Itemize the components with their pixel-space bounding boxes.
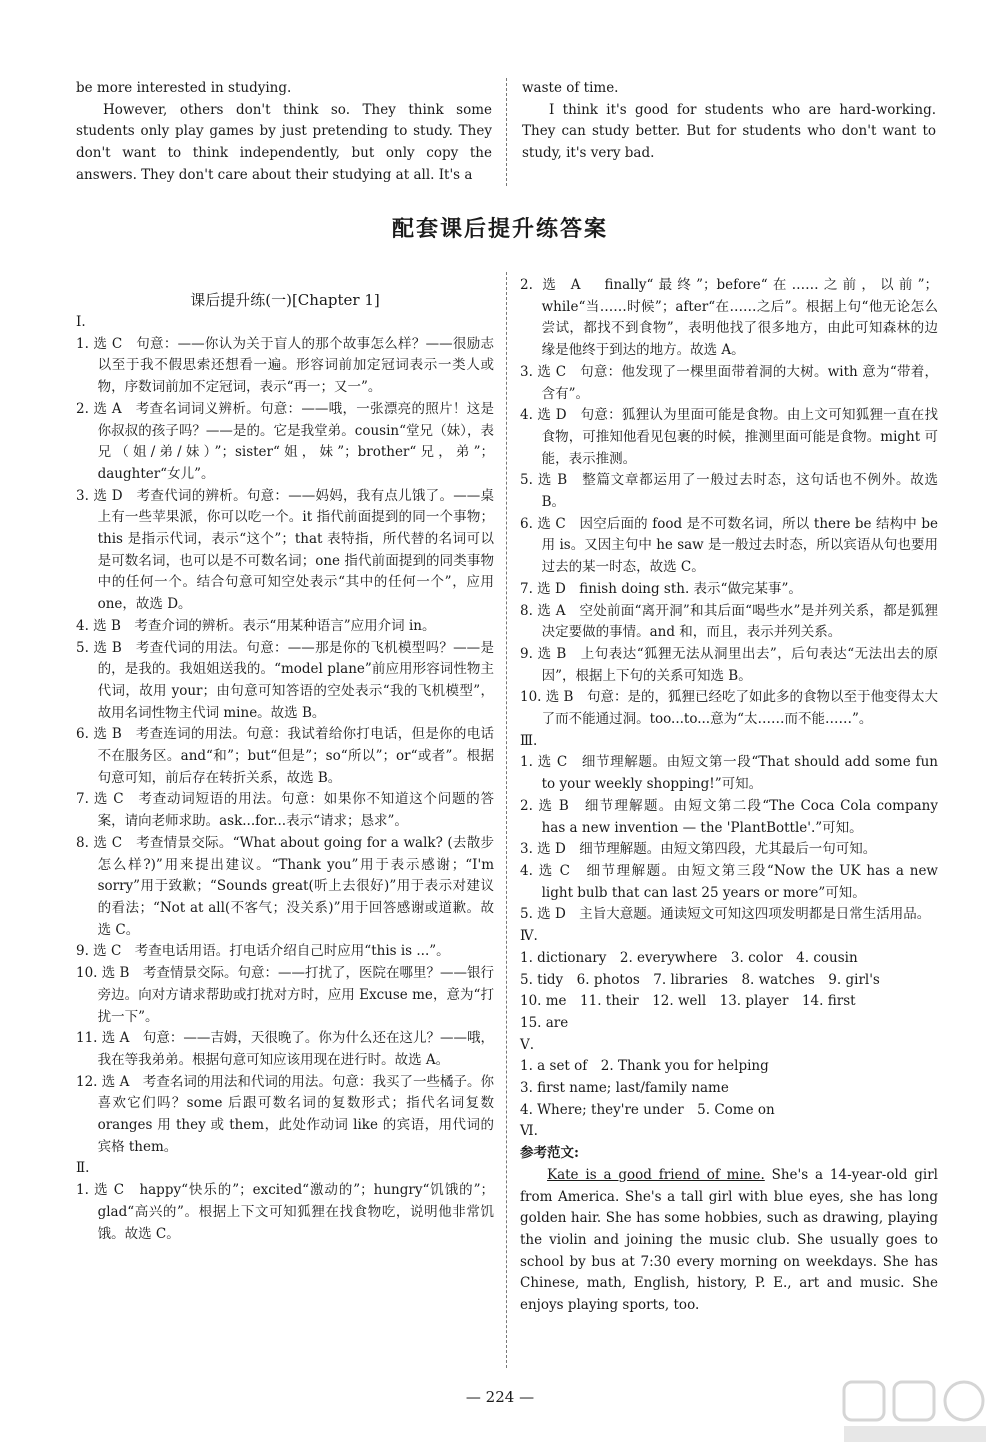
section-subtitle: 课后提升练(一)[Chapter 1] <box>190 291 380 309</box>
answer-item: 3. first name; last/family name <box>520 1080 729 1097</box>
answer-item: 5. tidy 6. photos 7. libraries 8. watches 9. girl's <box>520 971 880 988</box>
right-answer-column <box>520 275 938 1317</box>
section-heading: Ⅱ. <box>76 1160 90 1177</box>
answer-item: 1. a set of 2. Thank you for helping <box>520 1058 769 1075</box>
answer-item: 8. 选 C 考查情景交际。“What about going for a walk? (去散步怎么样?)”用来提出建议。“Thank you”用于表示感谢；“I'm sorry”用于致歉；“Sounds great(听上去很好)”用于表示对建议的看法；“Not at all(不客气；没关系)”用于回答感谢或道歉。故选 C。 <box>76 834 494 938</box>
answer-item: 1. dictionary 2. everywhere 3. color 4. cousin <box>520 949 858 966</box>
answer-item: 15. are <box>520 1014 569 1031</box>
answer-item: 4. 选 D 句意：狐狸认为里面可能是食物。由上文可知狐狸一直在找食物，可推知他看见包裹的时候，推测里面可能是食物。might 可能，表示推测。 <box>520 407 938 467</box>
answer-item: 8. 选 A 空处前面“离开洞”和其后面“喝些水”是并列关系，都是狐狸决定要做的事情。and 和，而且，表示并列关系。 <box>520 602 938 641</box>
answer-item: 9. 选 B 上句表达“狐狸无法从洞里出去”，后句表达“无法出去的原因”，根据上下句的关系可知选 B。 <box>520 645 938 684</box>
answer-item: 7. 选 D finish doing sth. 表示“做完某事”。 <box>520 580 802 597</box>
answer-item: 6. 选 B 考查连词的用法。句意：我试着给你打电话，但是你的电话不在服务区。and“和”；but“但是”；so“所以”；or“或者”。根据句意可知，前后存在转折关系，故选 B。 <box>76 726 494 786</box>
page-number: — 224 — <box>465 1388 535 1406</box>
essay-label: 参考范文: <box>520 1145 579 1162</box>
answer-item: 2. 选 A finally“最终”；before“在……之前，以前”；while“当……时候”；after“在……之后”。根据上句“他无论怎么尝试，都找不到食物”，表明他找了很多地方，由此可知森林的边缘是他终于到达的地方。故选 A。 <box>520 277 938 359</box>
top-left-paragraph-2: However, others don't think so. They think some students only play games by just pretending to study. They don't want to think independently, but only copy the answers. They don't care about their studying at all. It's a <box>76 101 492 183</box>
right-answer-list <box>520 275 938 1143</box>
answer-item: 9. 选 C 考查电话用语。打电话介绍自己时应用“this is ...”。 <box>76 943 450 960</box>
answer-item: 2. 选 B 细节理解题。由短文第二段“The Coca Cola company has a new invention — the 'PlantBottle'.”可知。 <box>520 797 938 836</box>
watermark-logo-icon <box>840 1378 990 1446</box>
section-heading: Ⅲ. <box>520 732 538 749</box>
answer-item: 1. 选 C happy“快乐的”；excited“激动的”；hungry“饥饿的”；glad“高兴的”。根据上下文可知狐狸在找食物吃，说明他非常饥饿。故选 C。 <box>76 1182 494 1242</box>
section-heading: Ⅴ. <box>520 1036 535 1053</box>
section-heading: Ⅵ. <box>520 1123 538 1140</box>
section-heading: Ⅰ. <box>76 314 86 330</box>
top-right-paragraph-2: I think it's good for students who are hard-working. They can study better. But for students who don't want to study, it's very bad. <box>522 101 936 162</box>
top-right-paragraph-1: waste of time. <box>522 80 619 96</box>
answer-item: 4. Where; they're under 5. Come on <box>520 1101 775 1118</box>
answer-item: 6. 选 C 因空后面的 food 是不可数名词，所以 there be 结构中 be 用 is。又因主句中 he saw 是一般过去时态，所以宾语从句也要用过去的某一时态，故选 C。 <box>520 515 938 576</box>
answer-item: 2. 选 A 考查名词词义辨析。句意：——哦，一张漂亮的照片！这是你叔叔的孩子吗？——是的。它是我堂弟。cousin“堂兄（妹），表兄（姐/弟/妹）”；sister“姐，妹”；brother“兄，弟”；daughter“女儿”。 <box>76 400 494 482</box>
top-left-paragraph-1: be more interested in studying. <box>76 80 292 96</box>
answer-item: 3. 选 C 句意：他发现了一棵里面带着洞的大树。with 意为“带着，含有”。 <box>520 363 938 402</box>
essay-underlined-sentence: Kate is a good friend of mine. <box>547 1166 765 1183</box>
answer-item: 5. 选 B 整篇文章都运用了一般过去时态，这句话也不例外。故选 B。 <box>520 472 938 511</box>
answer-item: 3. 选 D 考查代词的辨析。句意：——妈妈，我有点儿饿了。——桌上有一些苹果派，你可以吃一个。it 指代前面提到的同一个事物；this 是指示代词，表示“这个”；that 表特指，所代替的名词可以是可数名词，也可以是不可数名词；one 指代前面提到的同类事物中的任何一个。结合句意可知空处表示“其中的任何一个”，应用 one，故选 D。 <box>76 487 494 613</box>
answer-item: 10. 选 B 考查情景交际。句意：——打扰了，医院在哪里？——银行旁边。向对方请求帮助或打扰对方时，应用 Excuse me，意为“打扰一下”。 <box>76 965 494 1025</box>
answer-item: 4. 选 C 细节理解题。由短文第三段“Now the UK has a new light bulb that can last 25 years or more”可知。 <box>520 862 938 901</box>
top-right-text-block <box>522 78 936 165</box>
main-column-divider <box>506 272 507 1368</box>
top-column-divider <box>506 78 507 186</box>
answer-item: 1. 选 C 细节理解题。由短文第一段“That should add some fun to your weekly shopping!”可知。 <box>520 754 938 793</box>
answer-item: 12. 选 A 考查名词的用法和代词的用法。句意：我买了一些橘子。你喜欢它们吗？some 后跟可数名词的复数形式；指代名词复数 oranges 用 they 或 them，此处作动词 like 的宾语，用代词的宾格 them。 <box>76 1073 494 1155</box>
top-left-text-block <box>76 78 492 187</box>
answer-item: 7. 选 C 考查动词短语的用法。句意：如果你不知道这个问题的答案，请向老师求助。ask...for...表示“请求；恳求”。 <box>76 791 494 830</box>
essay-body: She's a 14-year-old girl from America. She's a tall girl with blue eyes, she has long golden hair. She has some hobbies, such as drawing, playing the violin and joining the music club. She usually goes to school by bus at 7:30 every morning on weekdays. She has Chinese, math, English, history, P. E., art and music. She enjoys playing sports, too. <box>520 1166 938 1314</box>
answer-item: 5. 选 B 考查代词的用法。句意：——那是你的飞机模型吗？——是的，是我的。我姐姐送我的。“model plane”前应用形容词性物主代词，故用 your；由句意可知答语的空处表示“我的飞机模型”，故用名词性物主代词 mine。故选 B。 <box>76 639 494 721</box>
answer-item: 3. 选 D 细节理解题。由短文第四段，尤其最后一句可知。 <box>520 841 877 858</box>
answer-item: 10. me 11. their 12. well 13. player 14. first <box>520 993 856 1010</box>
answer-item: 5. 选 D 主旨大意题。通读短文可知这四项发明都是日常生活用品。 <box>520 906 931 923</box>
left-answer-column <box>76 288 494 1245</box>
left-answer-list <box>76 312 494 1245</box>
answer-item: 4. 选 B 考查介词的辨析。表示“用某种语言”应用介词 in。 <box>76 617 436 634</box>
answer-item: 11. 选 A 句意：——吉姆，天很晚了。你为什么还在这儿？——哦，我在等我弟弟。根据句意可知应该用现在进行时。故选 A。 <box>76 1030 494 1068</box>
model-essay <box>520 1165 938 1317</box>
page-title: 配套课后提升练答案 <box>391 217 608 242</box>
section-heading: Ⅳ. <box>520 928 538 945</box>
answer-item: 10. 选 B 句意：是的，狐狸已经吃了如此多的食物以至于他变得太大了而不能通过洞。too...to...意为“太……而不能……”。 <box>520 689 938 728</box>
answer-item: 1. 选 C 句意：——你认为关于盲人的那个故事怎么样？——很励志以至于我不假思索还想看一遍。形容词前加定冠词表示一类人或物，序数词前加不定冠词，表示“再一；又一”。 <box>76 335 494 396</box>
